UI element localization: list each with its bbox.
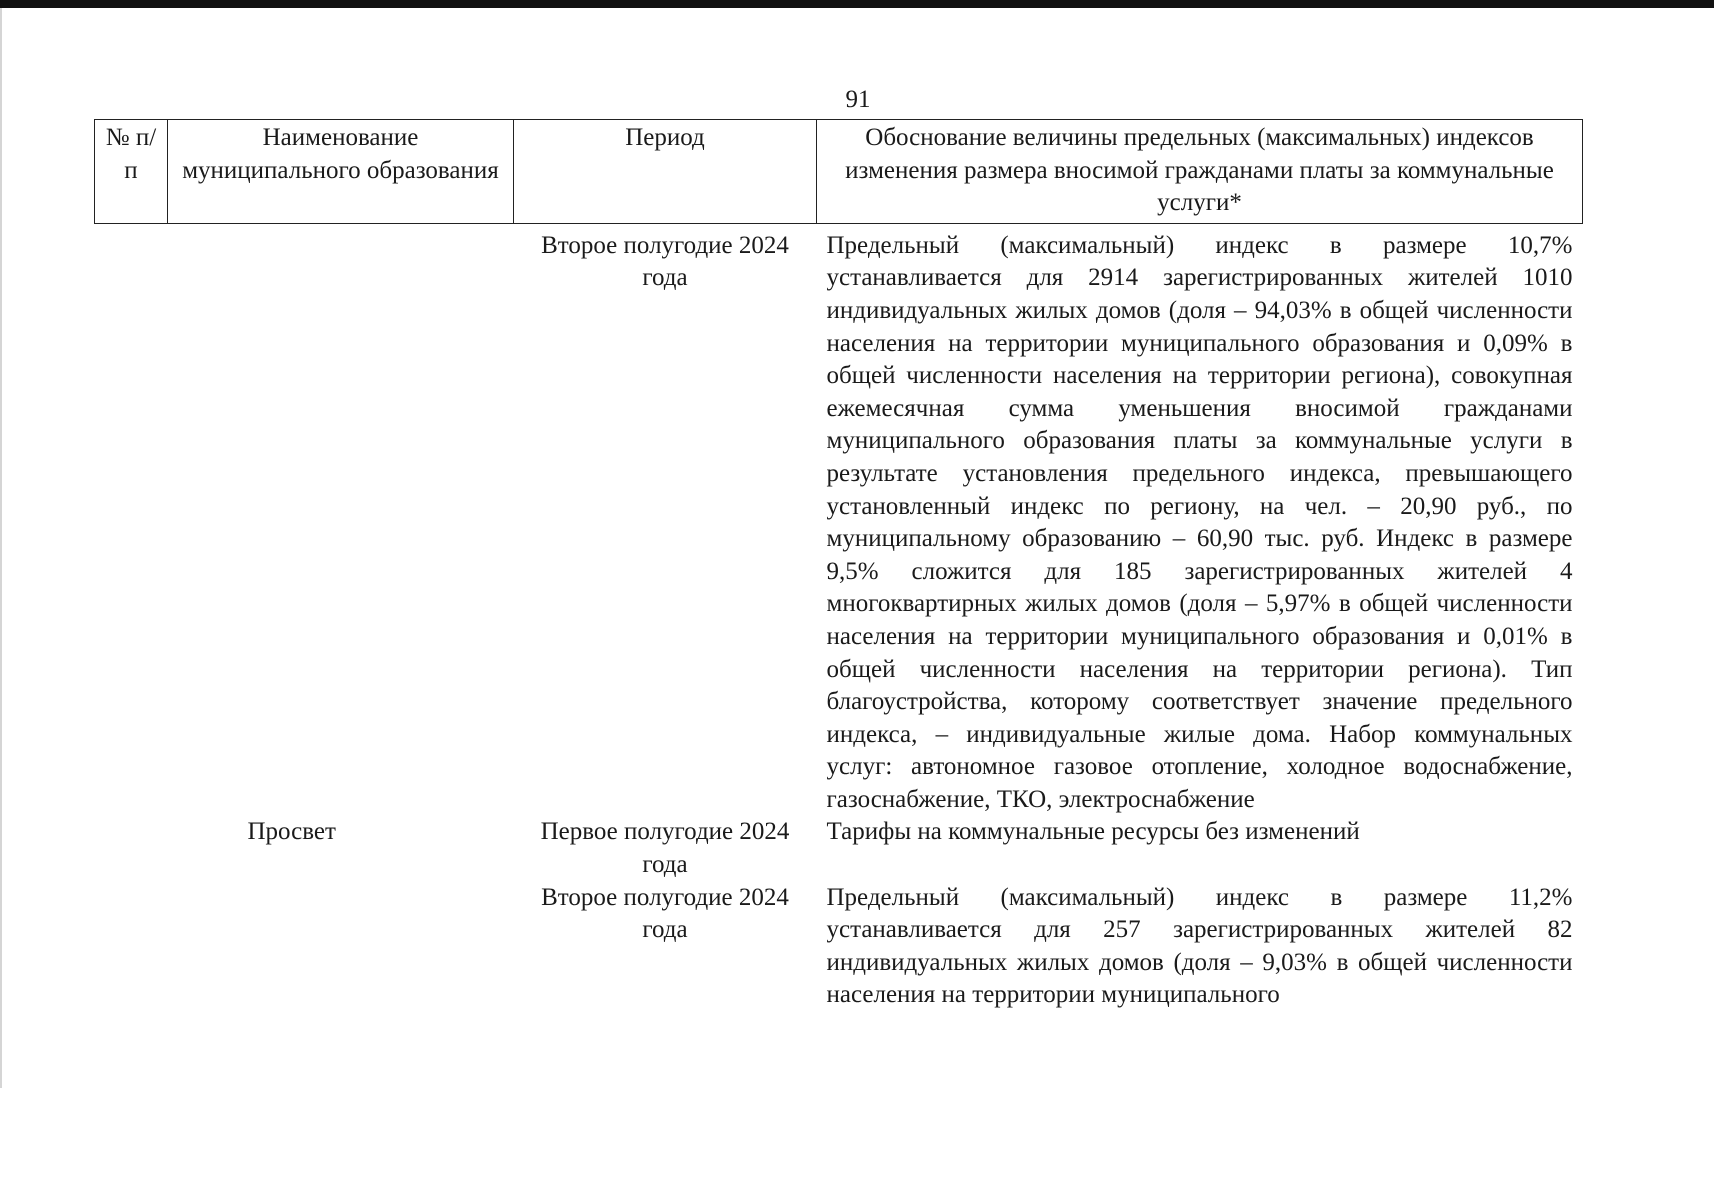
row-basis: Предельный (максимальный) индекс в размере 10,7% устанавливается для 2914 зарегистрированных жителей 1010 индивидуальных жилых домов (доля – 94,03% в общей численности населения на территории муниципального образования и 0,09% в общей численности населения на территории региона), совокупная ежемесячная сумма уменьшения вносимой гражданами муниципального образования платы за коммунальные услуги в результате установления предельного индекса, превышающего установленный индекс по региону, на чел. – 20,90 руб., по муниципальному образованию – 60,90 тыс. руб. Индекс в размере 9,5% сложится для 185 зарегистрированных жителей 4 многоквартирных жилых домов (доля – 5,97% в общей численности населения на территории муниципального образования и 0,01% в общей численности населения на территории региона). Тип благоустройства, которому соответствует значение предельного индекса, – индивидуальные жилые дома. Набор коммунальных услуг: автономное газовое отопление, холодное водоснабжение, газоснабжение, ТКО, электроснабжение [826,231,1573,813]
scan-top-border [0,0,1714,8]
table-row [95,816,1583,881]
page-number: 91 [845,86,871,113]
header-num: № п/п [95,120,168,224]
table-header-row [95,120,1583,224]
row-period: Второе полугодие 2024 года [541,883,789,944]
header-basis: Обоснование величины предельных (максимальных) индексов изменения размера вносимой гражданами платы за коммунальные услуги* [817,120,1583,224]
row-municipality: Просвет [247,818,336,846]
header-municipality: Наименование муниципального образования [168,120,514,224]
row-num [95,816,168,881]
row-municipality [168,882,514,1012]
row-municipality [168,223,514,816]
table-row [95,882,1583,1012]
tariff-index-table [94,119,1583,1012]
row-basis: Предельный (максимальный) индекс в размере 11,2% устанавливается для 257 зарегистрированных жителей 82 индивидуальных жилых домов (доля – 9,03% в общей численности населения на территории муниципального [826,883,1573,1009]
row-num [95,223,168,816]
row-num [95,882,168,1012]
scan-left-edge [0,8,7,1088]
row-period: Первое полугодие 2024 года [540,818,790,879]
row-period: Второе полугодие 2024 года [541,231,789,292]
row-basis: Тарифы на коммунальные ресурсы без изменений [826,818,1360,846]
table-row [95,223,1583,816]
header-period: Период [514,120,817,224]
